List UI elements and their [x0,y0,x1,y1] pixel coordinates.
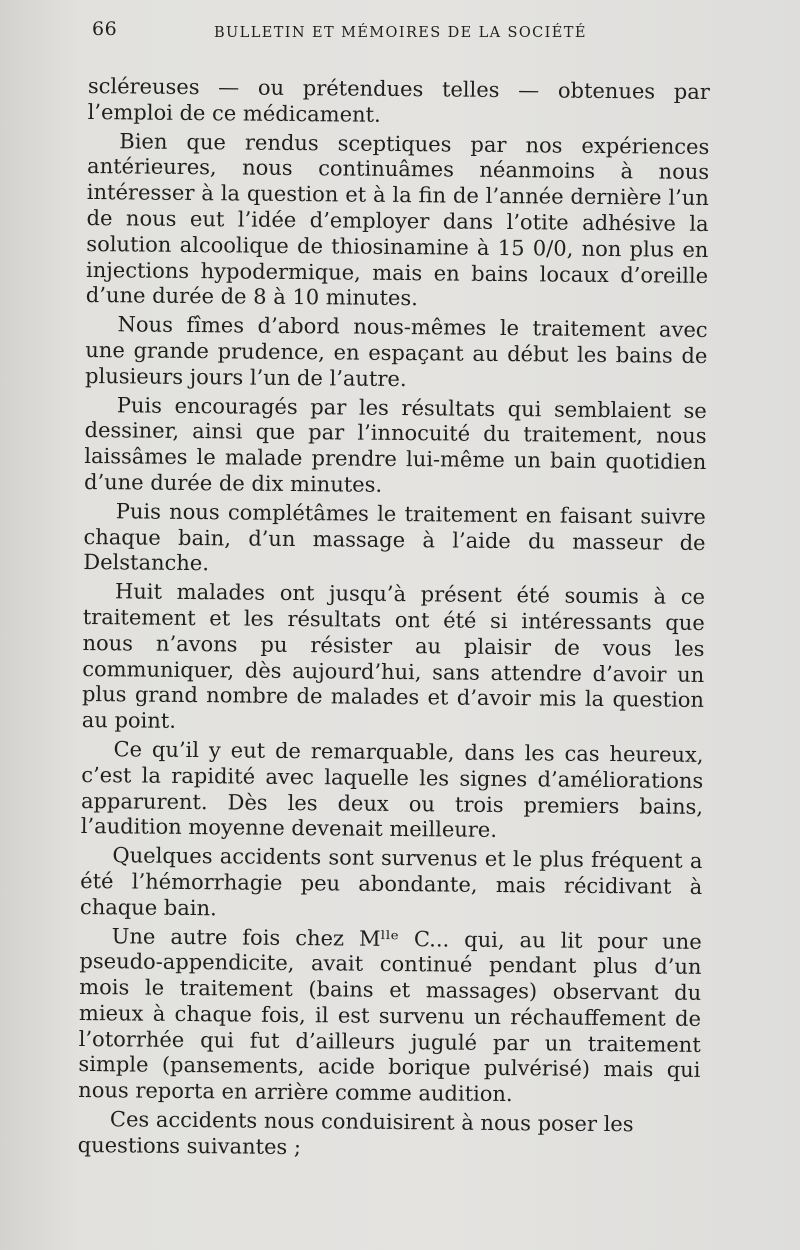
paragraph-questions: Ces accidents nous conduisirent à nous poser les questions suivantes ; [77,1107,634,1159]
page-header [92,18,712,46]
paragraph-eight-patients: Huit malades ont jusqu’à présent été soumis à ce traitement et les résultats ont été si intéressants que nous n’avons pu résister au plaisir de vous les communiquer, dès aujourd’hui, sans attendre d’avoir un plus grand nombre de malades et d’avoir mis la question au point. [81,579,706,733]
running-title: BULLETIN ET MÉMOIRES DE LA SOCIÉTÉ [214,25,587,41]
paragraph-massage: Puis nous complétâmes le traitement en faisant suivre chaque bain, d’un massage à l’aide du masseur de Delstanche. [83,499,706,576]
paragraph-thiosinamine-idea: Bien que rendus sceptiques par nos expériences antérieures, nous continuâmes néanmoins à nous intéresser à la question et à la fin de l’année dernière l’un de nous eut l’idée d’employer dans l’otite adhésive la solution alcoolique de thiosinamine à 15 0/0, non plus en injections hypodermique, mais en bains locaux d’oreille d’une durée de 8 à 10 minutes. [85,128,710,311]
page-number: 66 [92,18,118,40]
paragraph-accidents: Quelques accidents sont survenus et le plus fréquent a été l’hémorrhagie peu abondante, mais récidivant à chaque bain. [79,843,703,920]
paragraph-rapid-improvement: Ce qu’il y eut de remarquable, dans les cas heureux, c’est la rapidité avec laquelle les signes d’améliorations apparurent. Dès les deux ou trois premiers bains, l’audition moyenne devenait meilleure. [80,737,704,843]
paragraph-daily-bath: Puis encouragés par les résultats qui semblaient se dessiner, ainsi que par l’innocuité du traitement, nous laissâmes le malade prendre lui-même un bain quotidien d’une durée de dix minutes. [83,392,707,497]
paragraph-first-treatment: Nous fîmes d’abord nous-mêmes le traitement avec une grande prudence, en espaçant au début les bains de plusieurs jours l’un de l’autre. [84,312,708,391]
body-text [78,74,710,1168]
paragraph-case-report: Une autre fois chez Mˡˡᵉ C... qui, au lit pour une pseudo-appendicite, avait continué pendant plus d’un mois le traitement (bains et massages) observant du mieux à chaque fois, il est survenu un réchauffement de l’otorrhée qui fut d’ailleurs jugulé par un traitement simple (pansements, acide borique pulvérisé) mais qui nous reporta en arrière comme audition. [78,923,702,1107]
paragraph-continuation: scléreuses — ou prétendues telles — obtenues par l’emploi de ce médicament. [87,74,710,127]
